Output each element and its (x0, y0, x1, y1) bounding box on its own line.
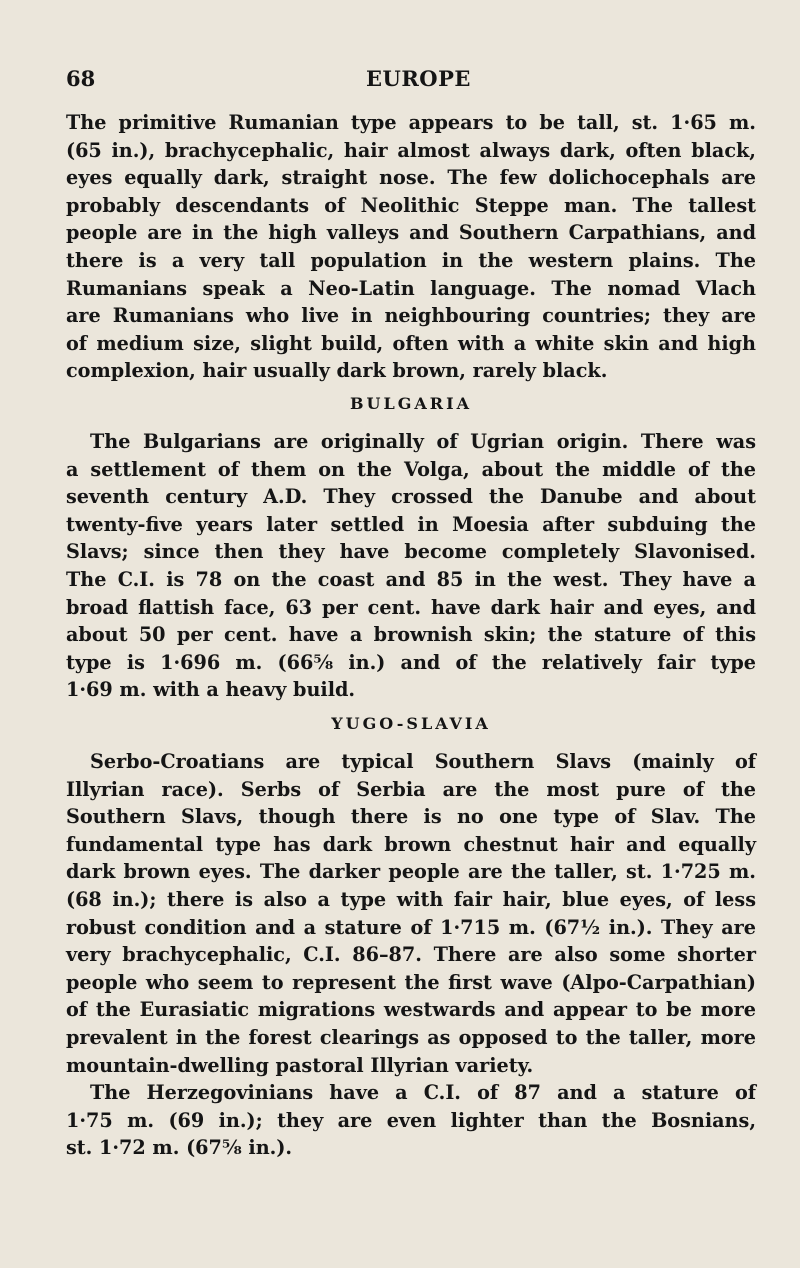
text-line: The primitive Rumanian type appears to be tall, st. 1·65 m. (66, 111, 756, 134)
text-line: st. 1·72 m. (67⅝ in.). (66, 1136, 293, 1160)
bulgaria-paragraph (66, 428, 756, 704)
text-line: (65 in.), brachycephalic, hair almost always dark, often black, (66, 138, 756, 162)
text-line: very brachycephalic, C.I. 86–87. There are also some shorter (66, 943, 756, 967)
text-line: Illyrian race). Serbs of Serbia are the most pure of the (66, 777, 756, 801)
text-line: 1·69 m. with a heavy build. (66, 678, 356, 702)
text-line: people are in the high valleys and Southern Carpathians, and (66, 221, 756, 245)
running-title: EUROPE (366, 66, 471, 91)
text-line: fundamental type has dark brown chestnut hair and equally (66, 832, 756, 856)
text-line: The Herzegovinians have a C.I. of 87 and a stature of (90, 1081, 756, 1105)
text-line: Southern Slavs, though there is no one type of Slav. The (66, 805, 756, 829)
text-line: probably descendants of Neolithic Steppe man. The tallest (66, 193, 756, 217)
text-line: there is a very tall population in the western plains. The (66, 248, 756, 272)
text-line: Rumanians speak a Neo-Latin language. The nomad Vlach (66, 276, 756, 300)
text-line: of the Eurasiatic migrations westwards and appear to be more (66, 998, 756, 1022)
rumania-paragraph (66, 109, 756, 385)
text-line: Serbo-Croatians are typical Southern Slavs (mainly of (90, 750, 756, 773)
text-line: about 50 per cent. have a brownish skin; the stature of this (66, 623, 756, 647)
text-line: people who seem to represent the first wave (Alpo-Carpathian) (66, 970, 756, 994)
text-line: are Rumanians who live in neighbouring countries; they are (66, 304, 756, 328)
page-number: 68 (66, 66, 96, 91)
text-line: eyes equally dark, straight nose. The few dolichocephals are (66, 166, 756, 190)
text-line: 1·75 m. (69 in.); they are even lighter than the Bosnians, (66, 1108, 756, 1132)
text-line: complexion, hair usually dark brown, rarely black. (66, 359, 608, 383)
text-line: twenty-five years later settled in Moesia after subduing the (66, 512, 756, 536)
yugoslavia-paragraph (66, 748, 756, 1162)
text-line: broad flattish face, 63 per cent. have dark hair and eyes, and (66, 595, 756, 619)
section-heading-yugoslavia: YUGO-SLAVIA (331, 714, 491, 733)
text-line: robust condition and a stature of 1·715 m. (67½ in.). They are (66, 915, 756, 939)
text-line: (68 in.); there is also a type with fair hair, blue eyes, of less (66, 887, 756, 911)
text-line: The Bulgarians are originally of Ugrian origin. There was (90, 430, 756, 453)
text-line: a settlement of them on the Volga, about the middle of the (66, 457, 756, 481)
text-line: prevalent in the forest clearings as opposed to the taller, more (66, 1025, 756, 1049)
text-line: type is 1·696 m. (66⅝ in.) and of the relatively fair type (66, 650, 756, 674)
text-line: Slavs; since then they have become completely Slavonised. (66, 540, 756, 564)
text-line: The C.I. is 78 on the coast and 85 in the west. They have a (66, 567, 756, 591)
text-line: mountain-dwelling pastoral Illyrian variety. (66, 1053, 534, 1077)
section-heading-bulgaria: BULGARIA (350, 394, 472, 413)
running-head (66, 66, 752, 92)
text-line: dark brown eyes. The darker people are the taller, st. 1·725 m. (66, 860, 756, 884)
text-line: of medium size, slight build, often with a white skin and high (66, 331, 756, 355)
text-line: seventh century A.D. They crossed the Danube and about (66, 485, 756, 509)
